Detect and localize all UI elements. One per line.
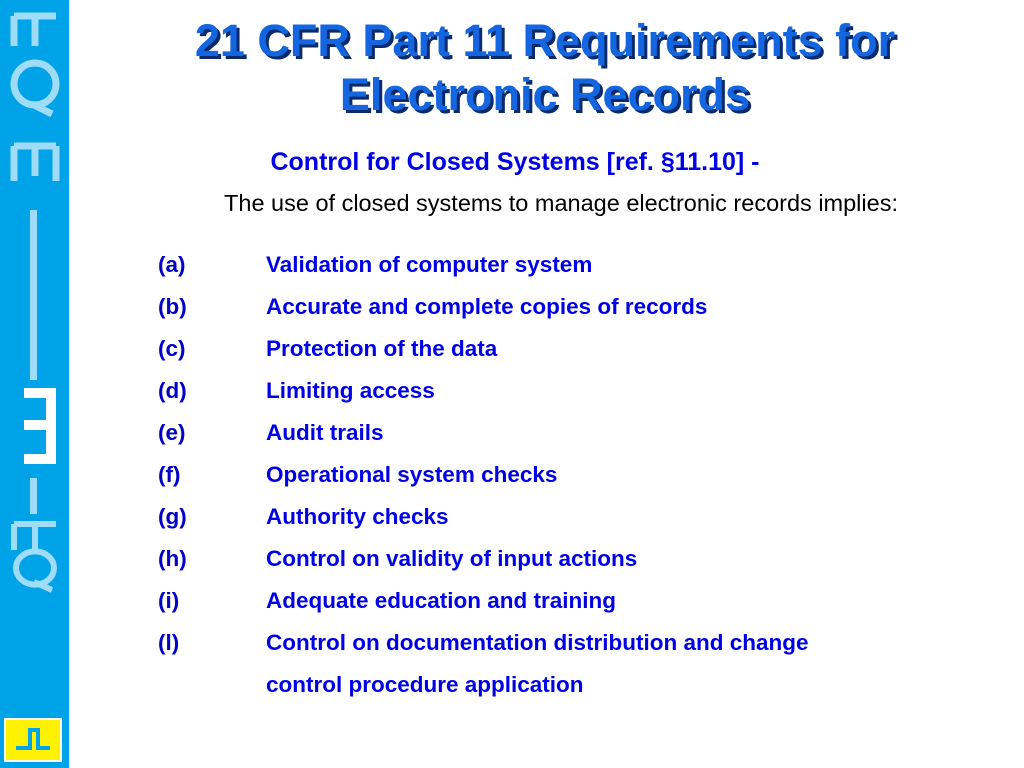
list-item	[0, 630, 1024, 672]
list-item-continuation	[0, 672, 1024, 714]
item-letter: (i)	[158, 588, 180, 613]
list-item	[0, 588, 1024, 630]
item-letter: (l)	[158, 630, 180, 655]
list-item	[0, 546, 1024, 588]
item-text: Operational system checks	[266, 462, 558, 487]
item-text: Limiting access	[266, 378, 435, 403]
title-line-2: Electronic Records	[339, 69, 751, 120]
list-item	[0, 504, 1024, 546]
logo-icon	[4, 718, 62, 762]
item-letter: (c)	[158, 336, 186, 361]
pqe-watermark-top	[2, 6, 68, 206]
item-text-continued: control procedure application	[266, 672, 584, 697]
item-text: Protection of the data	[266, 336, 498, 361]
item-letter: (h)	[158, 546, 187, 571]
title-line-1: 21 CFR Part 11 Requirements for	[194, 15, 896, 66]
item-text: Validation of computer system	[266, 252, 593, 277]
item-text: Control on documentation distribution and change	[266, 630, 809, 655]
item-text: Adequate education and training	[266, 588, 617, 613]
item-letter: (g)	[158, 504, 187, 529]
item-letter: (a)	[158, 252, 186, 277]
item-text: Accurate and complete copies of records	[266, 294, 708, 319]
item-letter: (f)	[158, 462, 181, 487]
item-letter: (d)	[158, 378, 187, 403]
item-text: Control on validity of input actions	[266, 546, 638, 571]
list-item	[0, 336, 1024, 378]
slide-title	[100, 14, 990, 122]
item-letter: (b)	[158, 294, 187, 319]
requirements-list	[0, 252, 1024, 714]
list-item	[0, 462, 1024, 504]
list-item	[0, 294, 1024, 336]
list-item	[0, 252, 1024, 294]
item-letter: (e)	[158, 420, 186, 445]
section-subtitle: Control for Closed Systems [ref. §11.10] -	[270, 148, 760, 176]
item-text: Audit trails	[266, 420, 384, 445]
item-text: Authority checks	[266, 504, 449, 529]
list-item	[0, 420, 1024, 462]
intro-text: The use of closed systems to manage electronic records implies:	[224, 190, 898, 216]
list-item	[0, 378, 1024, 420]
